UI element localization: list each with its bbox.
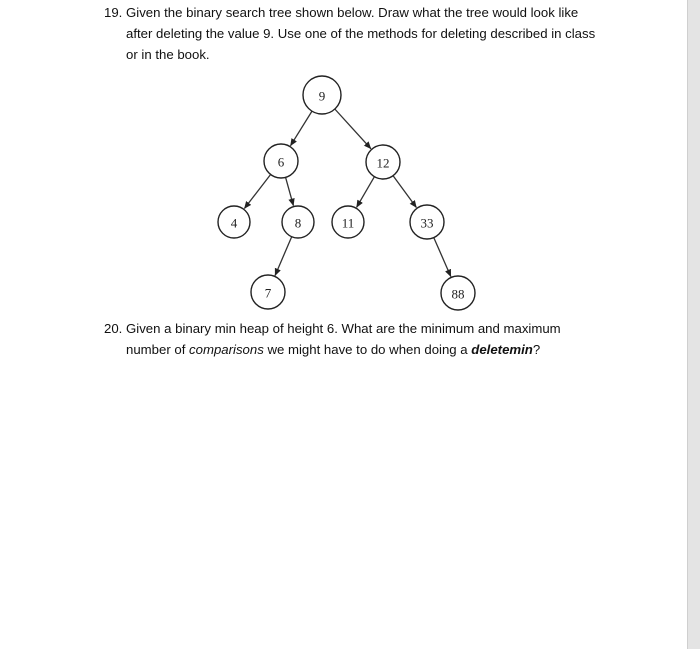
tree-edge-n8-n7 (275, 237, 292, 276)
tree-node-8 (282, 206, 314, 238)
question-20-line-1 (104, 318, 561, 339)
question-20-text-2a: number of (126, 342, 190, 357)
question-20-number: 20. (104, 321, 123, 336)
tree-node-33 (410, 205, 444, 239)
tree-node-label: 7 (264, 285, 272, 301)
tree-node-label: 4 (230, 215, 238, 231)
tree-node-label: 88 (451, 286, 465, 302)
tree-node-88 (441, 276, 475, 310)
question-19-number: 19. (104, 5, 123, 20)
tree-node-label: 8 (294, 215, 302, 231)
tree-edges (244, 109, 450, 277)
tree-node-label: 12 (376, 155, 390, 171)
question-20-text-2b: we might have to do when doing a (263, 342, 472, 357)
tree-node-4 (218, 206, 250, 238)
tree-node-label: 11 (341, 215, 355, 231)
question-20 (104, 318, 561, 360)
tree-node-label: 6 (277, 154, 285, 170)
question-19-text-3: or in the book. (126, 47, 210, 62)
tree-edge-n12-n33 (393, 176, 416, 208)
tree-node-7 (251, 275, 285, 309)
tree-edge-n9-n6 (291, 111, 313, 146)
question-19-text-1: Given the binary search tree shown below. Draw what the tree would look like (126, 5, 579, 20)
tree-edge-n6-n4 (244, 175, 270, 209)
tree-edge-n6-n8 (286, 177, 294, 205)
tree-node-label: 33 (420, 215, 434, 231)
tree-node-6 (264, 144, 298, 178)
question-20-text-1: Given a binary min heap of height 6. What are the minimum and maximum (126, 321, 561, 336)
tree-edge-n9-n12 (335, 109, 371, 149)
tree-node-11 (332, 206, 364, 238)
question-19-text-2: after deleting the value 9. Use one of the methods for deleting described in class (126, 26, 596, 41)
tree-node-9 (303, 76, 341, 114)
question-20-line-2 (104, 339, 561, 360)
tree-edge-n33-n88 (434, 238, 451, 277)
question-20-comparisons: comparisons (189, 342, 264, 357)
tree-node-label: 9 (318, 88, 326, 104)
question-20-text-2c: ? (532, 342, 541, 357)
tree-node-12 (366, 145, 400, 179)
tree-edge-n12-n11 (357, 177, 375, 208)
question-20-deletemin: deletemin (471, 342, 533, 357)
